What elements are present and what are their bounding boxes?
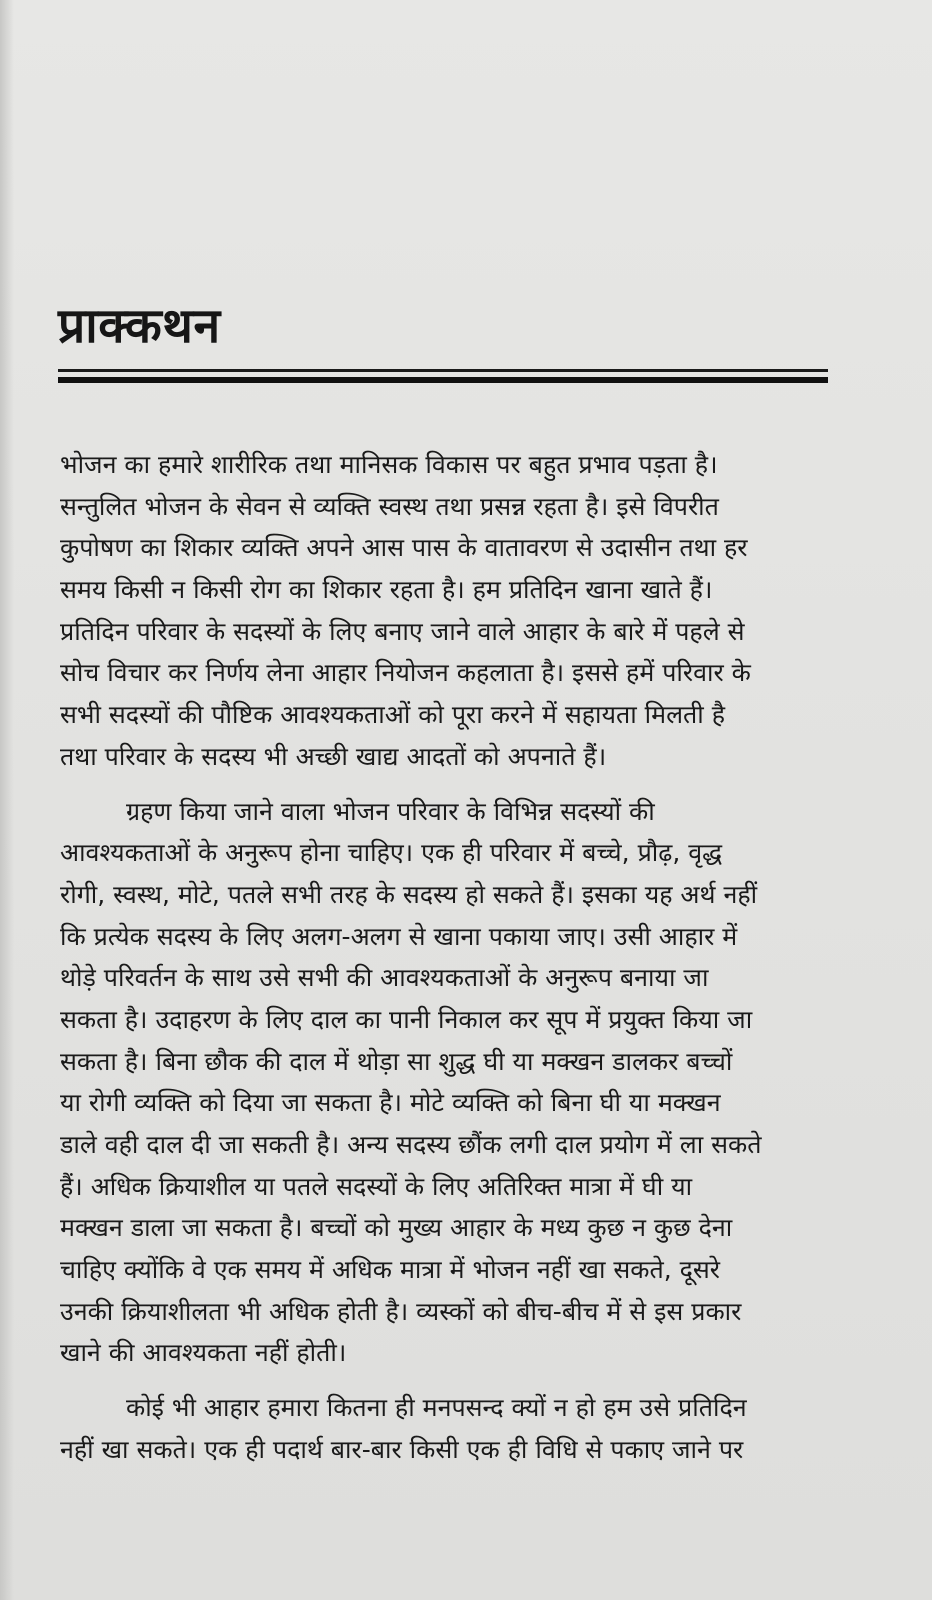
text-line: डाले वही दाल दी जा सकती है। अन्य सदस्य छौंक लगी दाल प्रयोग में ला सकते	[60, 1130, 762, 1159]
text-line: उनकी क्रियाशीलता भी अधिक होती है। व्यस्कों को बीच-बीच में से इस प्रकार	[60, 1296, 742, 1326]
text-line: प्रतिदिन परिवार के सदस्यों के लिए बनाए जाने वाले आहार के बारे में पहले से	[60, 616, 745, 646]
heading-rule-thick	[58, 377, 828, 383]
paragraph-1	[60, 444, 845, 778]
text-line: तथा परिवार के सदस्य भी अच्छी खाद्य आदतों को अपनाते हैं।	[60, 741, 607, 771]
text-line: सकता है। बिना छौक की दाल में थोड़ा सा शुद्ध घी या मक्खन डालकर बच्चों	[60, 1046, 733, 1076]
text-line: थोड़े परिवर्तन के साथ उसे सभी की आवश्यकताओं के अनुरूप बनाया जा	[60, 963, 709, 993]
text-line: कि प्रत्येक सदस्य के लिए अलग-अलग से खाना पकाया जाए। उसी आहार में	[60, 921, 738, 951]
text-line: चाहिए क्योंकि वे एक समय में अधिक मात्रा में भोजन नहीं खा सकते, दूसरे	[60, 1255, 721, 1285]
text-line: समय किसी न किसी रोग का शिकार रहता है। हम प्रतिदिन खाना खाते हैं।	[60, 575, 713, 605]
text-line: भोजन का हमारे शारीरिक तथा मानिसक विकास पर बहुत प्रभाव पड़ता है।	[60, 450, 718, 479]
paragraph-3	[60, 1387, 845, 1470]
text-line: नहीं खा सकते। एक ही पदार्थ बार-बार किसी एक ही विधि से पकाए जाने पर	[60, 1434, 744, 1464]
text-line: मक्खन डाला जा सकता है। बच्चों को मुख्य आहार के मध्य कुछ न कुछ देना	[60, 1213, 733, 1243]
paragraph-gap	[60, 784, 845, 791]
text-line: या रोगी व्यक्ति को दिया जा सकता है। मोटे व्यक्ति को बिना घी या मक्खन	[60, 1088, 721, 1118]
page-binding-shadow	[0, 0, 14, 1600]
text-line: सोच विचार कर निर्णय लेना आहार नियोजन कहलाता है। इससे हमें परिवार के	[60, 658, 751, 688]
text-line: कोई भी आहार हमारा कितना ही मनपसन्द क्यों न हो हम उसे प्रतिदिन	[126, 1393, 747, 1423]
text-line: सभी सदस्यों की पौष्टिक आवश्यकताओं को पूरा करने में सहायता मिलती है	[60, 700, 725, 730]
text-line: सन्तुलित भोजन के सेवन से व्यक्ति स्वस्थ तथा प्रसन्न रहता है। इसे विपरीत	[60, 491, 719, 521]
text-line: सकता है। उदाहरण के लिए दाल का पानी निकाल कर सूप में प्रयुक्त किया जा	[60, 1004, 753, 1034]
body-text	[60, 444, 845, 1477]
paragraph-gap	[60, 1380, 845, 1387]
text-line: कुपोषण का शिकार व्यक्ति अपने आस पास के वातावरण से उदासीन तथा हर	[60, 533, 748, 563]
heading-rule-thin	[58, 369, 828, 372]
text-line: ग्रहण किया जाने वाला भोजन परिवार के विभिन्न सदस्यों की	[126, 796, 655, 826]
text-line: हैं। अधिक क्रियाशील या पतले सदस्यों के लिए अतिरिक्त मात्रा में घी या	[60, 1171, 693, 1201]
paragraph-2	[60, 791, 845, 1375]
text-line: रोगी, स्वस्थ, मोटे, पतले सभी तरह के सदस्य हो सकते हैं। इसका यह अर्थ नहीं	[60, 879, 758, 909]
text-line: खाने की आवश्यकता नहीं होती।	[60, 1338, 347, 1368]
text-line: आवश्यकताओं के अनुरूप होना चाहिए। एक ही परिवार में बच्चे, प्रौढ़, वृद्ध	[60, 838, 723, 868]
chapter-heading: प्राक्कथन	[58, 298, 221, 354]
